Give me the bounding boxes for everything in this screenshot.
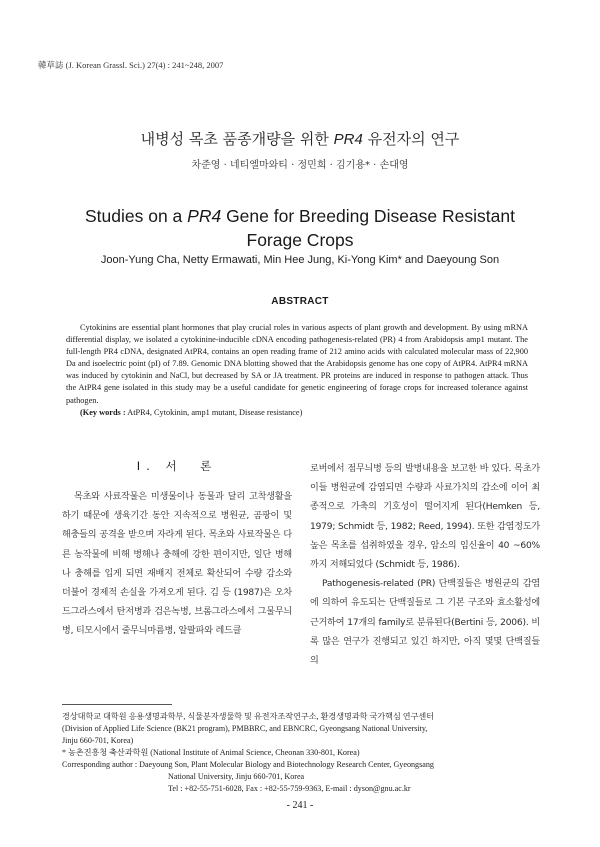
- title-english-part3: Forage Crops: [246, 230, 354, 250]
- footnote-line: (Division of Applied Life Science (BK21 program), PMBBRC, and EBNCRC, Gyeongsang National University,: [62, 724, 428, 733]
- footnote-line: Corresponding author : Daeyoung Son, Plant Molecular Biology and Biotechnology Research Center, Gyeongsang: [62, 760, 434, 769]
- authors-english: Joon-Yung Cha, Netty Ermawati, Min Hee Jung, Ki-Yong Kim* and Daeyoung Son: [100, 254, 500, 266]
- journal-citation: 韓草誌 (J. Korean Grassl. Sci.) 27(4) : 241~248, 2007: [38, 60, 224, 70]
- intro-heading: I. 서 론: [136, 459, 218, 473]
- right-paragraph-1: 로버에서 점무늬병 등의 발병내용을 보고한 바 있다. 목초가 이들 병원균에 감염되면 수량과 사료가치의 감소에 이어 최종적으로 가축의 기호성이 떨어지게 된다(Hemken 등, 1979; Schmidt 등, 1982; Reed, 1994). 또한 감염정도가 높은 목초를 섭취하였을 경우, 암소의 임신율이 40 ~60%까지 저해되었다 (Schmidt 등, 1986).: [310, 464, 540, 571]
- title-english-gene: PR4: [187, 206, 222, 226]
- footnote-line: Jinju 660-701, Korea): [62, 736, 134, 745]
- title-korean-pre: 내병성 목초 품종개량을 위한: [140, 130, 334, 148]
- keywords-label: (Key words :: [80, 407, 126, 417]
- right-paragraph-2: Pathogenesis-related (PR) 단백질들은 병원균의 감염에 의하여 유도되는 단백질들로 그 기본 구조와 효소활성에 근거하여 17개의 family로 분류된다(Bertini 등, 2006). 비록 많은 연구가 진행되고 있긴 하지만, 아직 몇몇 단백질들의: [310, 579, 540, 667]
- abstract-text: Cytokinins are essential plant hormones that play crucial roles in various aspects of plant growth and development. By using mRNA differential display, we isolated a cytokinine-inducible cDNA encoding pathogenesis-related (PR) 4 from Arabidopsis amp1 mutant. The full-length PR4 cDNA, designated AtPR4, contains an open reading frame of 212 amino acids with calculated molecular mass of 22,900 Da and isoelectric point (pI) of 7.89. Genomic DNA blotting showed that the Arabidopsis genome has one copy of AtPR4. AtPR4 mRNA was induced by cytokinin and NaCl, but decreased by SA or JA treatment. PR proteins are induced in response to pathogen attack. Thus the AtPR4 gene isolated in this study may be a useful candidate for genetic engineering of forage crops for increased tolerance against pathogen.: [66, 323, 528, 405]
- keywords-text: AtPR4, Cytokinin, amp1 mutant, Disease resistance): [125, 407, 303, 417]
- footnote-line: Tel : +82-55-751-6028, Fax : +82-55-759-9363, E-mail : dyson@gnu.ac.kr: [168, 784, 411, 793]
- title-korean: [0, 128, 600, 149]
- left-paragraph-1: 목초와 사료작물은 미생물이나 동물과 달리 고착생활을 하기 때문에 생육기간 동안 지속적으로 병원균, 곰팡이 및 해충들의 공격을 받으며 자라게 된다. 목초와 사료작물은 다른 농작물에 비해 병해나 충해에 강한 편이지만, 일단 병해나 충해를 입게 되면 재배지 전체로 확산되어 수량 감소와 더불어 경제적 손실을 가져오게 된다. 김 등 (1987)은 오차드그라스에서 탄저병과 검은녹병, 브롬그라스에서 그물무늬병, 티모시에서 줄무늬마름병, 알팔파와 레드클: [62, 492, 292, 637]
- footnote-line: National University, Jinju 660-701, Korea: [168, 772, 305, 781]
- authors-korean: 차준영 · 네티엘마와티 · 정민희 · 김기용* · 손대영: [191, 160, 409, 171]
- keywords: [66, 407, 528, 419]
- abstract-heading: ABSTRACT: [271, 296, 329, 307]
- title-korean-gene: PR4: [333, 131, 363, 148]
- footnotes: [62, 711, 542, 795]
- title-english-part2: Gene for Breeding Disease Resistant: [221, 206, 515, 226]
- page-number: - 241 -: [286, 800, 314, 811]
- right-column: [310, 460, 540, 671]
- abstract-section: [66, 322, 528, 419]
- title-english-part1: Studies on a: [85, 206, 188, 226]
- footnote-divider: [62, 704, 172, 705]
- title-english: [40, 204, 560, 252]
- footnote-line: 경상대학교 대학원 응용생명과학부, 식물분자생물학 및 유전자조작연구소, 환경생명과학 국가핵심 연구센터: [62, 712, 435, 721]
- left-column: [62, 458, 292, 642]
- footnote-line: * 농촌진흥청 축산과학원 (National Institute of Animal Science, Cheonan 330-801, Korea): [62, 748, 360, 757]
- title-korean-post: 유전자의 연구: [362, 130, 460, 148]
